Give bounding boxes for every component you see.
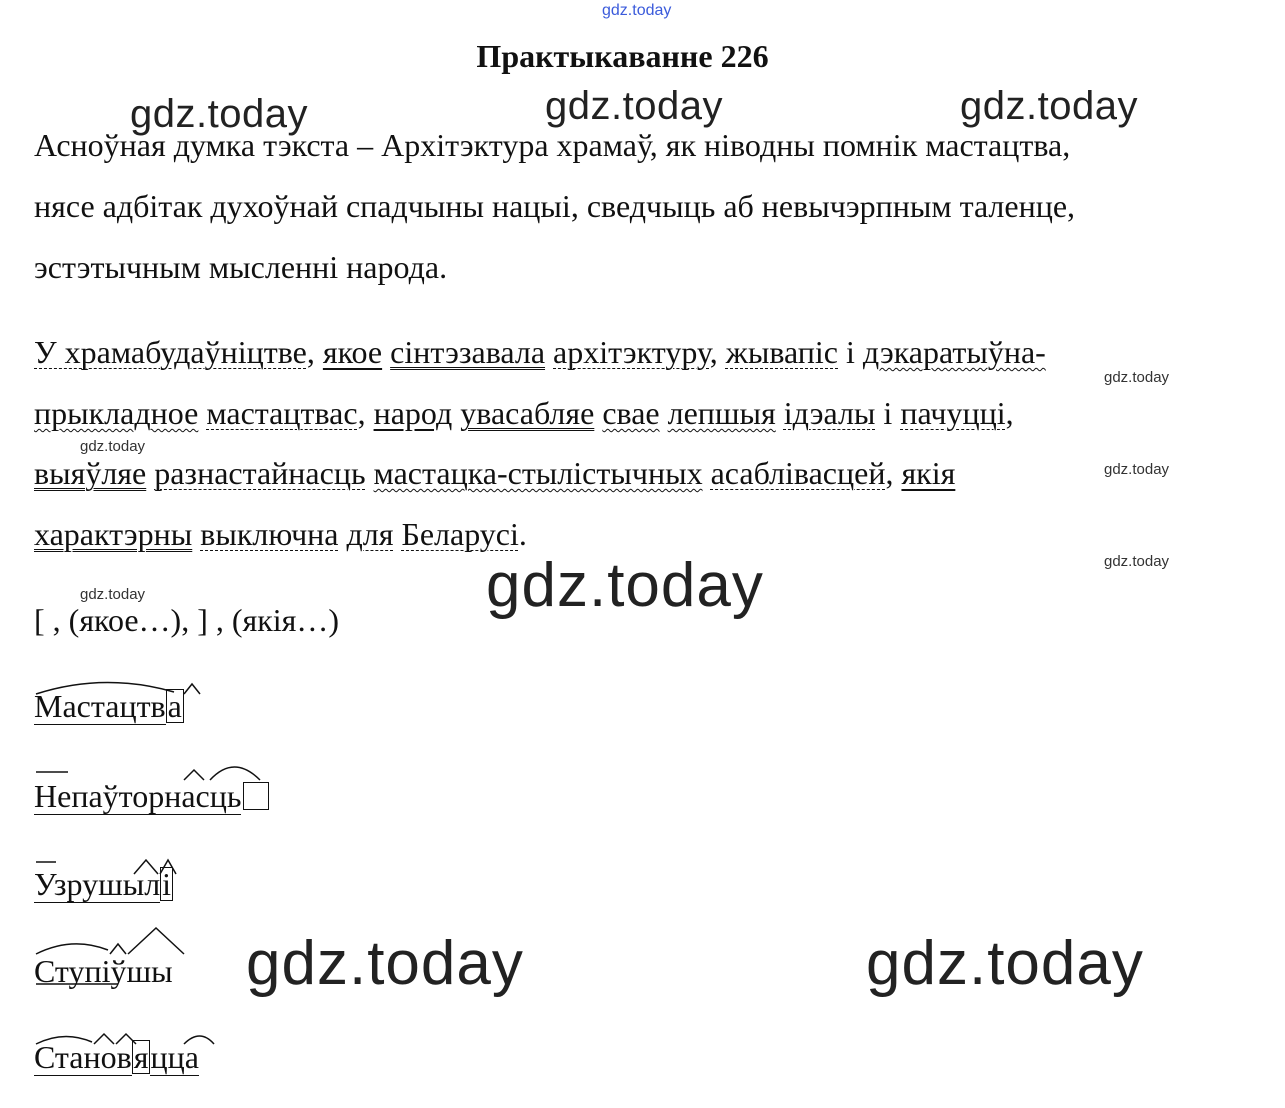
adverbial-word: Беларусі xyxy=(401,516,519,552)
object-word: асаблівасцей xyxy=(710,455,886,491)
predicate-word: выяўляе xyxy=(34,455,147,491)
space xyxy=(545,334,553,370)
main-idea-line: нясе адбітак духоўнай спадчыны нацыі, сведчыць аб невычэрпным таленце, xyxy=(34,188,1076,224)
watermark: gdz.today xyxy=(1104,461,1170,478)
space xyxy=(776,395,784,431)
subject-word: народ xyxy=(373,395,453,431)
adverbial-word: выключна xyxy=(200,516,339,552)
watermark: gdz.today xyxy=(545,84,723,128)
object-word: разнастайнасць xyxy=(154,455,366,491)
watermark: gdz.today xyxy=(80,438,146,455)
sentence-line-4 xyxy=(34,516,527,553)
word-stem: Ступіўшы xyxy=(34,953,173,989)
watermark: gdz.today xyxy=(486,551,764,620)
ending-box: а xyxy=(167,688,182,724)
watermark: gdz.today xyxy=(1104,553,1170,570)
punct: , xyxy=(885,455,902,491)
punct: , xyxy=(709,334,726,370)
watermark: gdz.today xyxy=(1104,369,1170,386)
morpheme-marks-3 xyxy=(34,852,194,878)
watermark: gdz.today xyxy=(80,586,146,603)
sentence-scheme: [ , (якое…), ] , (якія…) xyxy=(34,602,340,638)
punct: . xyxy=(518,516,527,552)
conjunction-word: і xyxy=(846,334,855,370)
punct: , xyxy=(357,395,374,431)
word-postfix: цца xyxy=(150,1039,199,1075)
attribute-word: прыкладное xyxy=(34,395,199,431)
adverbial-word: У храмабудаўніцтве xyxy=(34,334,307,370)
word-stem: Мастацтв xyxy=(34,688,166,724)
space xyxy=(660,395,668,431)
attribute-word: свае xyxy=(602,395,660,431)
object-word: пачуцці xyxy=(900,395,1006,431)
exercise-title: Практыкаванне 226 xyxy=(476,38,769,74)
watermark: gdz.today xyxy=(866,929,1144,998)
morpheme-marks-1 xyxy=(34,676,204,700)
space xyxy=(382,334,390,370)
watermark: gdz.today xyxy=(960,84,1138,128)
object-word: жывапіс xyxy=(725,334,838,370)
space xyxy=(838,334,846,370)
watermark: gdz.today xyxy=(130,92,308,136)
object-word: мастацтвас xyxy=(206,395,358,431)
morpheme-marks-2 xyxy=(34,758,274,788)
watermark-top: gdz.today xyxy=(602,2,672,19)
subject-word: якое xyxy=(322,334,383,370)
morpheme-marks-5 xyxy=(34,1026,224,1052)
space xyxy=(366,455,374,491)
conjunction-word: і xyxy=(883,395,893,431)
watermark: gdz.today xyxy=(246,929,524,998)
punct: , xyxy=(306,334,323,370)
adverbial-word: для xyxy=(346,516,394,552)
sentence-line-3 xyxy=(34,455,955,492)
predicate-word: сінтэзавала xyxy=(390,334,546,370)
ending-box: і xyxy=(162,866,172,902)
attribute-word: мастацка-стылістычных xyxy=(373,455,703,491)
word-stem: Узрушыл xyxy=(34,866,161,902)
space xyxy=(703,455,711,491)
morpheme-marks-4 xyxy=(34,926,204,986)
sentence-line-2 xyxy=(34,395,1014,432)
sentence-line-1 xyxy=(34,334,1046,371)
attribute-word: лепшыя xyxy=(667,395,776,431)
word-stem: Станов xyxy=(34,1039,132,1075)
space xyxy=(855,334,863,370)
main-idea-line: Асноўная думка тэкста – Архітэктура храмаў, як ніводны помнік мастацтва, xyxy=(34,127,1071,163)
object-word: ідэалы xyxy=(783,395,876,431)
main-idea-line: эстэтычным мысленні народа. xyxy=(34,249,448,285)
punct: , xyxy=(1005,395,1014,431)
object-word: архітэктуру xyxy=(553,334,710,370)
predicate-word: характэрны xyxy=(34,516,193,552)
attribute-word: дэкаратыўна- xyxy=(862,334,1046,370)
word-stem: Непаўторнасць xyxy=(34,778,242,814)
predicate-word: увасабляе xyxy=(460,395,595,431)
suffix-box: я xyxy=(133,1039,149,1075)
subject-word: якія xyxy=(901,455,956,491)
